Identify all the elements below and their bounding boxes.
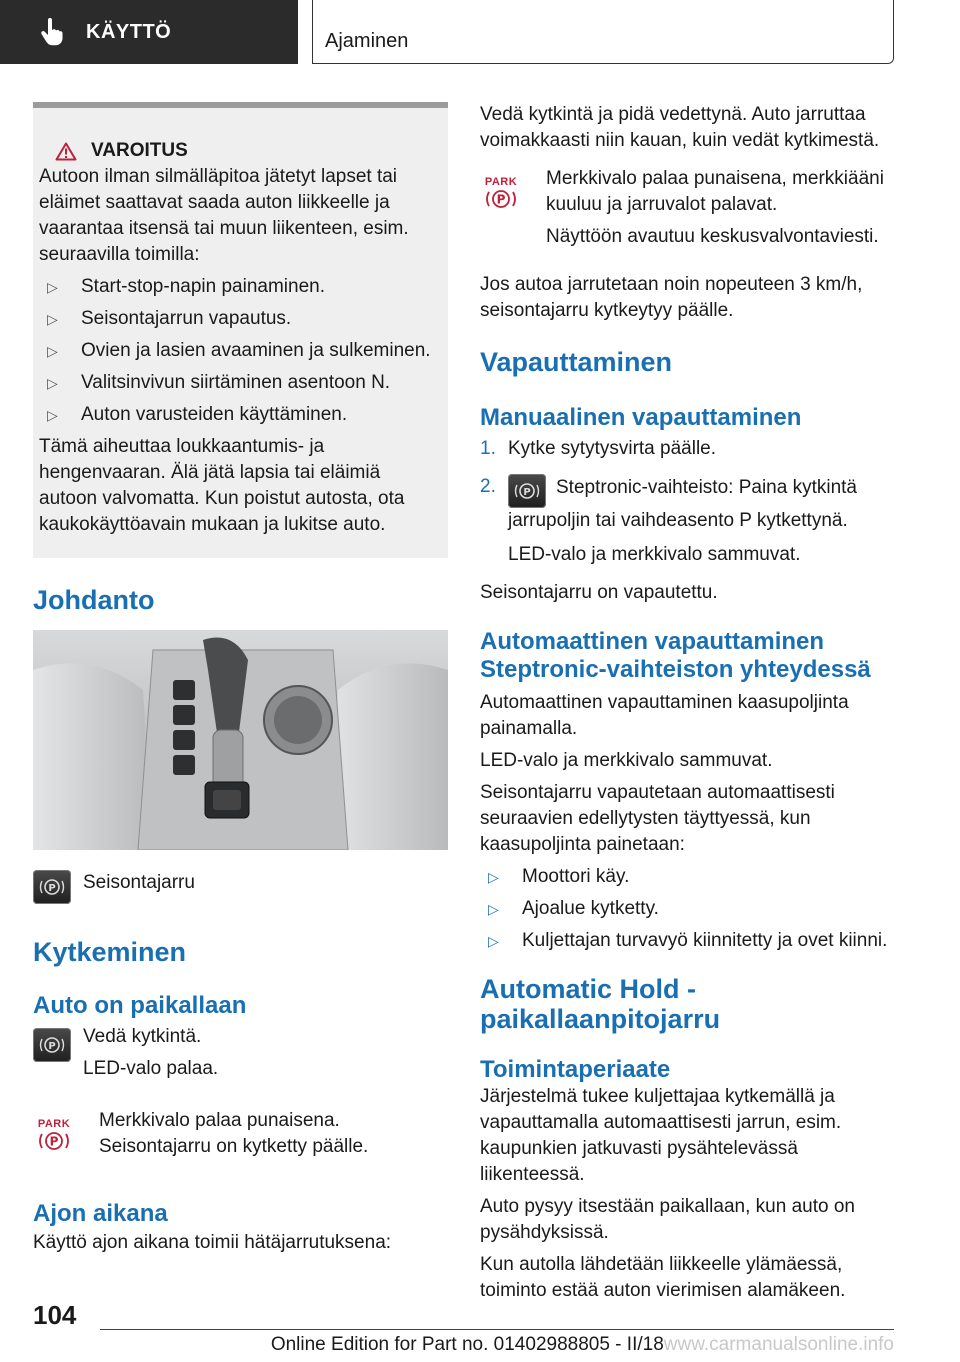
- parking-brake-button-row: [33, 870, 448, 904]
- center-console-photo: [33, 630, 448, 850]
- chapter-tab: [0, 0, 298, 64]
- list-item: ▷ Valitsinvivun siirtäminen asentoon N.: [39, 370, 440, 396]
- parking-brake-caption: Seisontajarru: [83, 872, 195, 893]
- page-number: 104: [33, 1300, 77, 1330]
- watermark: www.carmanualsonline.info: [663, 1334, 894, 1355]
- parking-brake-button-icon: [508, 474, 546, 508]
- triangle-bullet-icon: ▷: [488, 933, 499, 949]
- svg-text:P: P: [48, 1041, 56, 1052]
- list-item: 1. Kytke sytytysvirta päälle.: [480, 438, 717, 459]
- warning-triangle-icon: [55, 142, 77, 161]
- park-indicator-row: PARK P Merkkivalo palaa punaisena. Seisontajarru on kytketty päälle.: [33, 1108, 448, 1166]
- park-indicator-icon: PARK P: [37, 1118, 71, 1149]
- heading-while-driving: Ajon aikana: [33, 1200, 168, 1227]
- warning-intro: Autoon ilman silmälläpitoa jätetyt lapset tai eläimet saattavat saada auton liikkeelle ja vaarantaa itsensä tai muun liikenteen, esim. seuraavilla toimilla:: [39, 166, 409, 265]
- list-item: ▷ Auton varusteiden käyttäminen.: [39, 402, 440, 428]
- footer-edition: Online Edition for Part no. 01402988805 - II/18www.carmanualsonline.info: [270, 1334, 894, 1355]
- center-console-illustration: [33, 630, 448, 850]
- list-item: ▷ Seisontajarrun vapautus.: [39, 306, 440, 332]
- triangle-bullet-icon: ▷: [47, 343, 58, 359]
- triangle-bullet-icon: ▷: [47, 407, 58, 423]
- right-column: Vedä kytkintä ja pidä vedettynä. Auto jarruttaa voimakkaasti niin kauan, kuin vedät kytkimestä. PARK P Merkkivalo palaa punaisena, merkkiääni kuuluu ja jarruvalot palavat. Näyttöön avautuu keskusvalvontaviesti. Jos autoa jarrutetaan noin nopeuteen 3 km/h, seisontajarru kytkeytyy päälle. Vapauttaminen Manuaalinen vapauttaminen 1. Kytke sytytysvirta päälle. 2. P Steptronic-vaihteisto: Paina kytkintä jarrupoljin tai vaihdeasento P kytkettynä. LED-valo ja merkkivalo sammuvat. Seisontajarru on vapautettu. Automaattinen vapauttaminen Steptronic-vaihteiston yhteydessä Automaattinen vapauttaminen kaasupoljinta painamalla. LED-valo ja merkkivalo sammuvat. Seisontajarru vapautetaan automaattisesti seuraavien edellytysten täyttyessä, kun kaasupoljinta painetaan: ▷ Moottori käy. ▷ Ajoalue kytketty. ▷ Kuljettajan turvavyö kiinnitetty ja ovet kiinni. Automatic Hold - paikallaanpitojarru Toimintaperiaate Järjestelmä tukee kuljettajaa kytkemällä ja vapauttamalla automaattisesti jarrun, esim. kaupunkien jatkuvasti pysähtelevässä liikenteessä. Auto pysyy itsestään paikallaan, kun auto on pysähdyksissä. Kun autolla lähdetään liikkeelle ylämäessä, toiminto estää auton vierimisen alamäkeen.: [480, 102, 894, 1310]
- chapter-tab-label: KÄYTTÖ: [86, 21, 172, 43]
- warning-list: [39, 274, 440, 428]
- pointing-hand-icon: [40, 18, 64, 46]
- parking-brake-button-icon: [33, 1028, 71, 1062]
- svg-text:P: P: [49, 1134, 59, 1149]
- heading-manual-release: Manuaalinen vapauttaminen: [480, 404, 802, 431]
- heading-principle: Toimintaperiaate: [480, 1056, 671, 1083]
- triangle-bullet-icon: ▷: [47, 375, 58, 391]
- triangle-bullet-icon: ▷: [488, 869, 499, 885]
- list-item: ▷ Start-stop-napin painaminen.: [39, 274, 440, 300]
- svg-text:P: P: [523, 487, 531, 498]
- svg-text:P: P: [496, 192, 506, 207]
- heading-release: Vapauttaminen: [480, 347, 673, 377]
- auto-release-conditions: [480, 864, 894, 954]
- list-item: ▷ Ajoalue kytketty.: [480, 896, 894, 922]
- list-item: ▷ Kuljettajan turvavyö kiinnitetty ja ovet kiinni.: [480, 928, 894, 954]
- triangle-bullet-icon: ▷: [47, 311, 58, 327]
- heading-automatic-hold: Automatic Hold - paikallaanpitojarru: [480, 974, 721, 1034]
- warning-outro: Tämä aiheuttaa loukkaantumis- ja hengenvaaran. Älä jätä lapsia tai eläimiä autoon valvomatta. Kun poistut autosta, ota kaukokäyttöavain mukaan ja lukitse auto.: [39, 436, 405, 535]
- manual-release-steps: [480, 436, 894, 574]
- left-column: VAROITUS Autoon ilman silmälläpitoa jätetyt lapset tai eläimet saattavat saada auton liikkeelle ja vaarantaa itsensä tai muun liikenteen, esim. seuraavilla toimilla: ▷ Start-stop-napin painaminen. ▷ Seisontajarrun vapautus. ▷ Ovien ja lasien avaaminen ja sulkeminen. ▷ Valitsinvivun siirtäminen asentoon N. ▷ Auton varusteiden käyttäminen. Tämä aiheuttaa loukkaantumis- ja hengenvaaran. Älä jätä lapsia tai eläimiä autoon valvomatta. Kun poistut autosta, ota kaukokäyttöavain mukaan ja lukitse auto. Johdanto P Seisontajarru Kytkeminen Auto on paikallaan P Vedä kytkintä. LED-valo palaa. PARK P Merkkivalo palaa punaisena. Seisontajarru on kytketty päälle. Ajon aikana Käyttö ajon aikana toimii hätäjarrutuksena:: [33, 102, 448, 1262]
- stationary-step: P Vedä kytkintä. LED-valo palaa.: [33, 1024, 448, 1088]
- list-item: ▷ Moottori käy.: [480, 864, 894, 890]
- warning-box: [33, 102, 448, 558]
- triangle-bullet-icon: ▷: [488, 901, 499, 917]
- list-item: 2. P Steptronic-vaihteisto: Paina kytkintä jarrupoljin tai vaihdeasento P kytkettynä. LED-valo ja merkkivalo sammuvat.: [480, 476, 857, 565]
- svg-text:P: P: [48, 883, 56, 894]
- park-indicator-row-2: PARK P Merkkivalo palaa punaisena, merkkiääni kuuluu ja jarruvalot palavat. Näyttöön avautuu keskusvalvontaviesti.: [480, 166, 894, 256]
- list-item: ▷ Ovien ja lasien avaaminen ja sulkeminen.: [39, 338, 440, 364]
- footer-divider: [100, 1329, 894, 1330]
- section-header: [312, 0, 894, 64]
- heading-stationary: Auto on paikallaan: [33, 992, 247, 1019]
- parking-brake-button-icon: [33, 870, 71, 904]
- heading-introduction: Johdanto: [33, 585, 155, 615]
- heading-engage: Kytkeminen: [33, 937, 187, 967]
- park-indicator-icon: PARK P: [484, 176, 518, 207]
- section-title: Ajaminen: [325, 30, 409, 52]
- warning-title: VAROITUS: [55, 138, 440, 164]
- triangle-bullet-icon: ▷: [47, 279, 58, 295]
- heading-auto-release: Automaattinen vapauttaminen Steptronic-vaihteiston yhteydessä: [480, 628, 871, 683]
